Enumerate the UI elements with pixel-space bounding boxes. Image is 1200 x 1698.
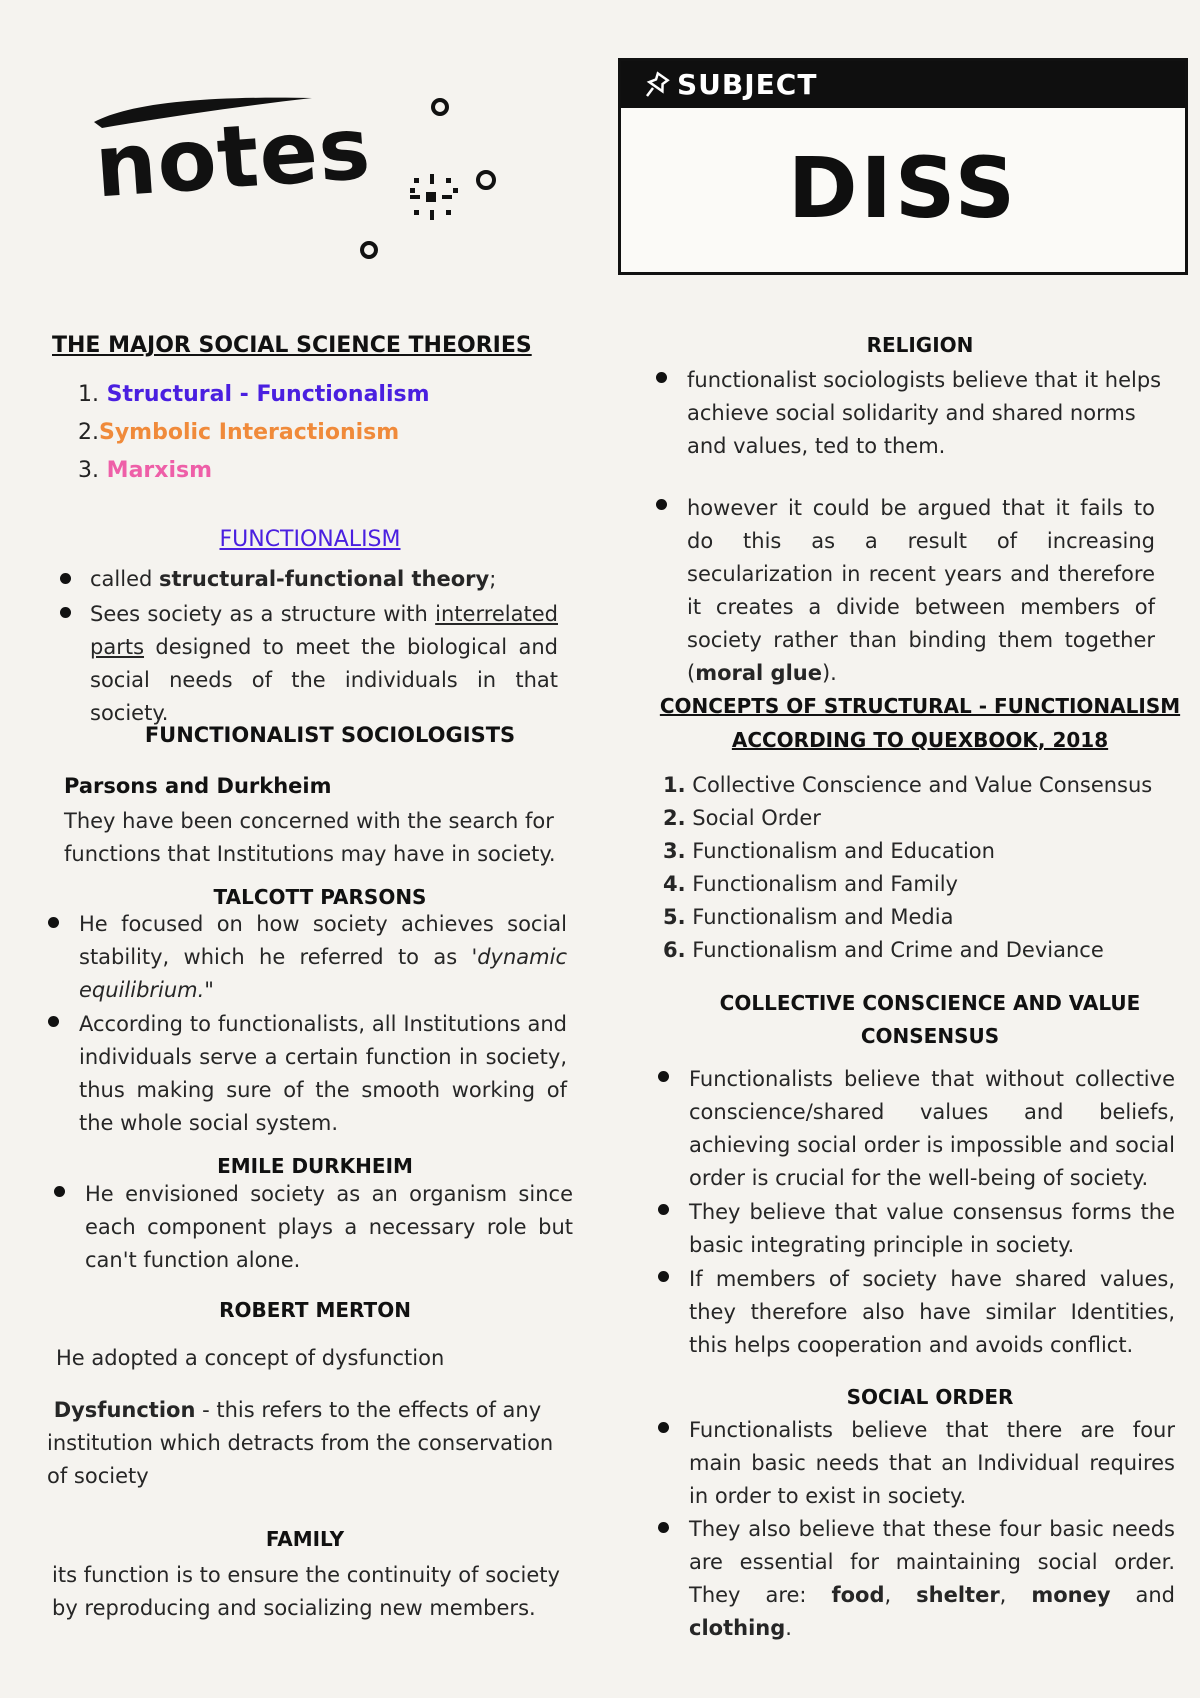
religion-title: RELIGION [866, 333, 974, 357]
emile-bullet-1: He envisioned society as an organism since each component plays a necessary role but can't function alone. [85, 1182, 573, 1272]
bullet-icon [658, 1522, 669, 1533]
bullet-icon [656, 372, 667, 383]
concept-item: 6. Functionalism and Crime and Deviance [663, 938, 1104, 962]
theory-item: 3. Marxism [78, 458, 213, 483]
functionalism-bullet-2: Sees society as a structure with interrelated parts designed to meet the biological and social needs of the individuals in that society. [90, 602, 558, 725]
social-bullet-2: They also believe that these four basic needs are essential for maintaining social order. They are: food, shelter, money and clothing. [689, 1517, 1176, 1640]
concept-item: 1. Collective Conscience and Value Consensus [663, 773, 1153, 797]
parsons-durkheim-heading: Parsons and Durkheim [64, 774, 332, 798]
subject-label: SUBJECT [677, 68, 818, 101]
bullet-icon [60, 573, 71, 584]
concept-item: 2. Social Order [663, 806, 821, 830]
talcott-title: TALCOTT PARSONS [213, 885, 427, 909]
functionalism-title: FUNCTIONALISM [219, 527, 401, 552]
concept-item: 4. Functionalism and Family [663, 872, 958, 896]
bullet-icon [658, 1271, 669, 1282]
religion-bullet-1: functionalist sociologists believe that it helps achieve social solidarity and shared norms and values, ted to them. [687, 368, 1162, 458]
concept-item: 3. Functionalism and Education [663, 839, 995, 863]
bullet-icon [60, 607, 71, 618]
main-title: THE MAJOR SOCIAL SCIENCE THEORIES [52, 333, 532, 358]
family-title: FAMILY [265, 1527, 345, 1551]
bullet-icon [658, 1071, 669, 1082]
notes-logo: notes [91, 98, 375, 218]
family-text: its function is to ensure the continuity of society by reproducing and socializing new members. [52, 1563, 560, 1620]
bullet-icon [658, 1422, 669, 1433]
bullet-icon [54, 1186, 65, 1197]
bullet-icon [658, 1204, 669, 1215]
talcott-bullet-2: According to functionalists, all Institutions and individuals serve a certain function in society, thus making sure of the smooth working of the whole social system. [79, 1012, 567, 1135]
bullet-icon [48, 917, 59, 928]
pin-icon [643, 71, 671, 99]
functionalism-bullet-1: called structural-functional theory; [90, 567, 497, 591]
social-order-title: SOCIAL ORDER [846, 1385, 1014, 1409]
sparkle-dots-decoration [350, 90, 500, 260]
theory-item: 2.Symbolic Interactionism [78, 420, 400, 445]
emile-title: EMILE DURKHEIM [217, 1154, 413, 1178]
theories-list [78, 376, 430, 490]
subject-header [621, 61, 1185, 108]
bullet-icon [48, 1016, 59, 1027]
concepts-title: CONCEPTS OF STRUCTURAL - FUNCTIONALISM ACCORDING TO QUEXBOOK, 2018 [659, 694, 1181, 752]
subject-card [618, 58, 1188, 275]
theory-item: 1. Structural - Functionalism [78, 382, 430, 407]
concept-item: 5. Functionalism and Media [663, 905, 954, 929]
collective-bullet-3: If members of society have shared values, they therefore also have similar Identities, this helps cooperation and avoids conflict. [689, 1267, 1175, 1357]
collective-bullet-2: They believe that value consensus forms the basic integrating principle in society. [689, 1200, 1175, 1257]
subject-name: DISS [787, 139, 1019, 237]
collective-bullet-1: Functionalists believe that without collective conscience/shared values and beliefs, achieving social order is impossible and social order is crucial for the well-being of society. [689, 1067, 1175, 1190]
collective-title: COLLECTIVE CONSCIENCE AND VALUE CONSENSUS [719, 991, 1141, 1048]
merton-title: ROBERT MERTON [219, 1298, 411, 1322]
talcott-bullet-1: He focused on how society achieves social stability, which he referred to as 'dynamic equilibrium." [79, 912, 567, 1002]
social-bullet-1: Functionalists believe that there are four main basic needs that an Individual requires in order to exist in society. [689, 1418, 1175, 1508]
concepts-list [663, 769, 1152, 967]
merton-text: He adopted a concept of dysfunction [56, 1346, 445, 1370]
parsons-durkheim-text: They have been concerned with the search for functions that Institutions may have in society. [64, 809, 556, 866]
dysfunction-text: Dysfunction - this refers to the effects of any institution which detracts from the conservation of society [47, 1398, 554, 1488]
sociologists-title: FUNCTIONALIST SOCIOLOGISTS [144, 723, 516, 747]
bullet-icon [656, 499, 667, 510]
religion-bullet-2: however it could be argued that it fails to do this as a result of increasing secularization in recent years and therefore it creates a divide between members of society rather than binding them together (moral glue). [687, 496, 1155, 685]
